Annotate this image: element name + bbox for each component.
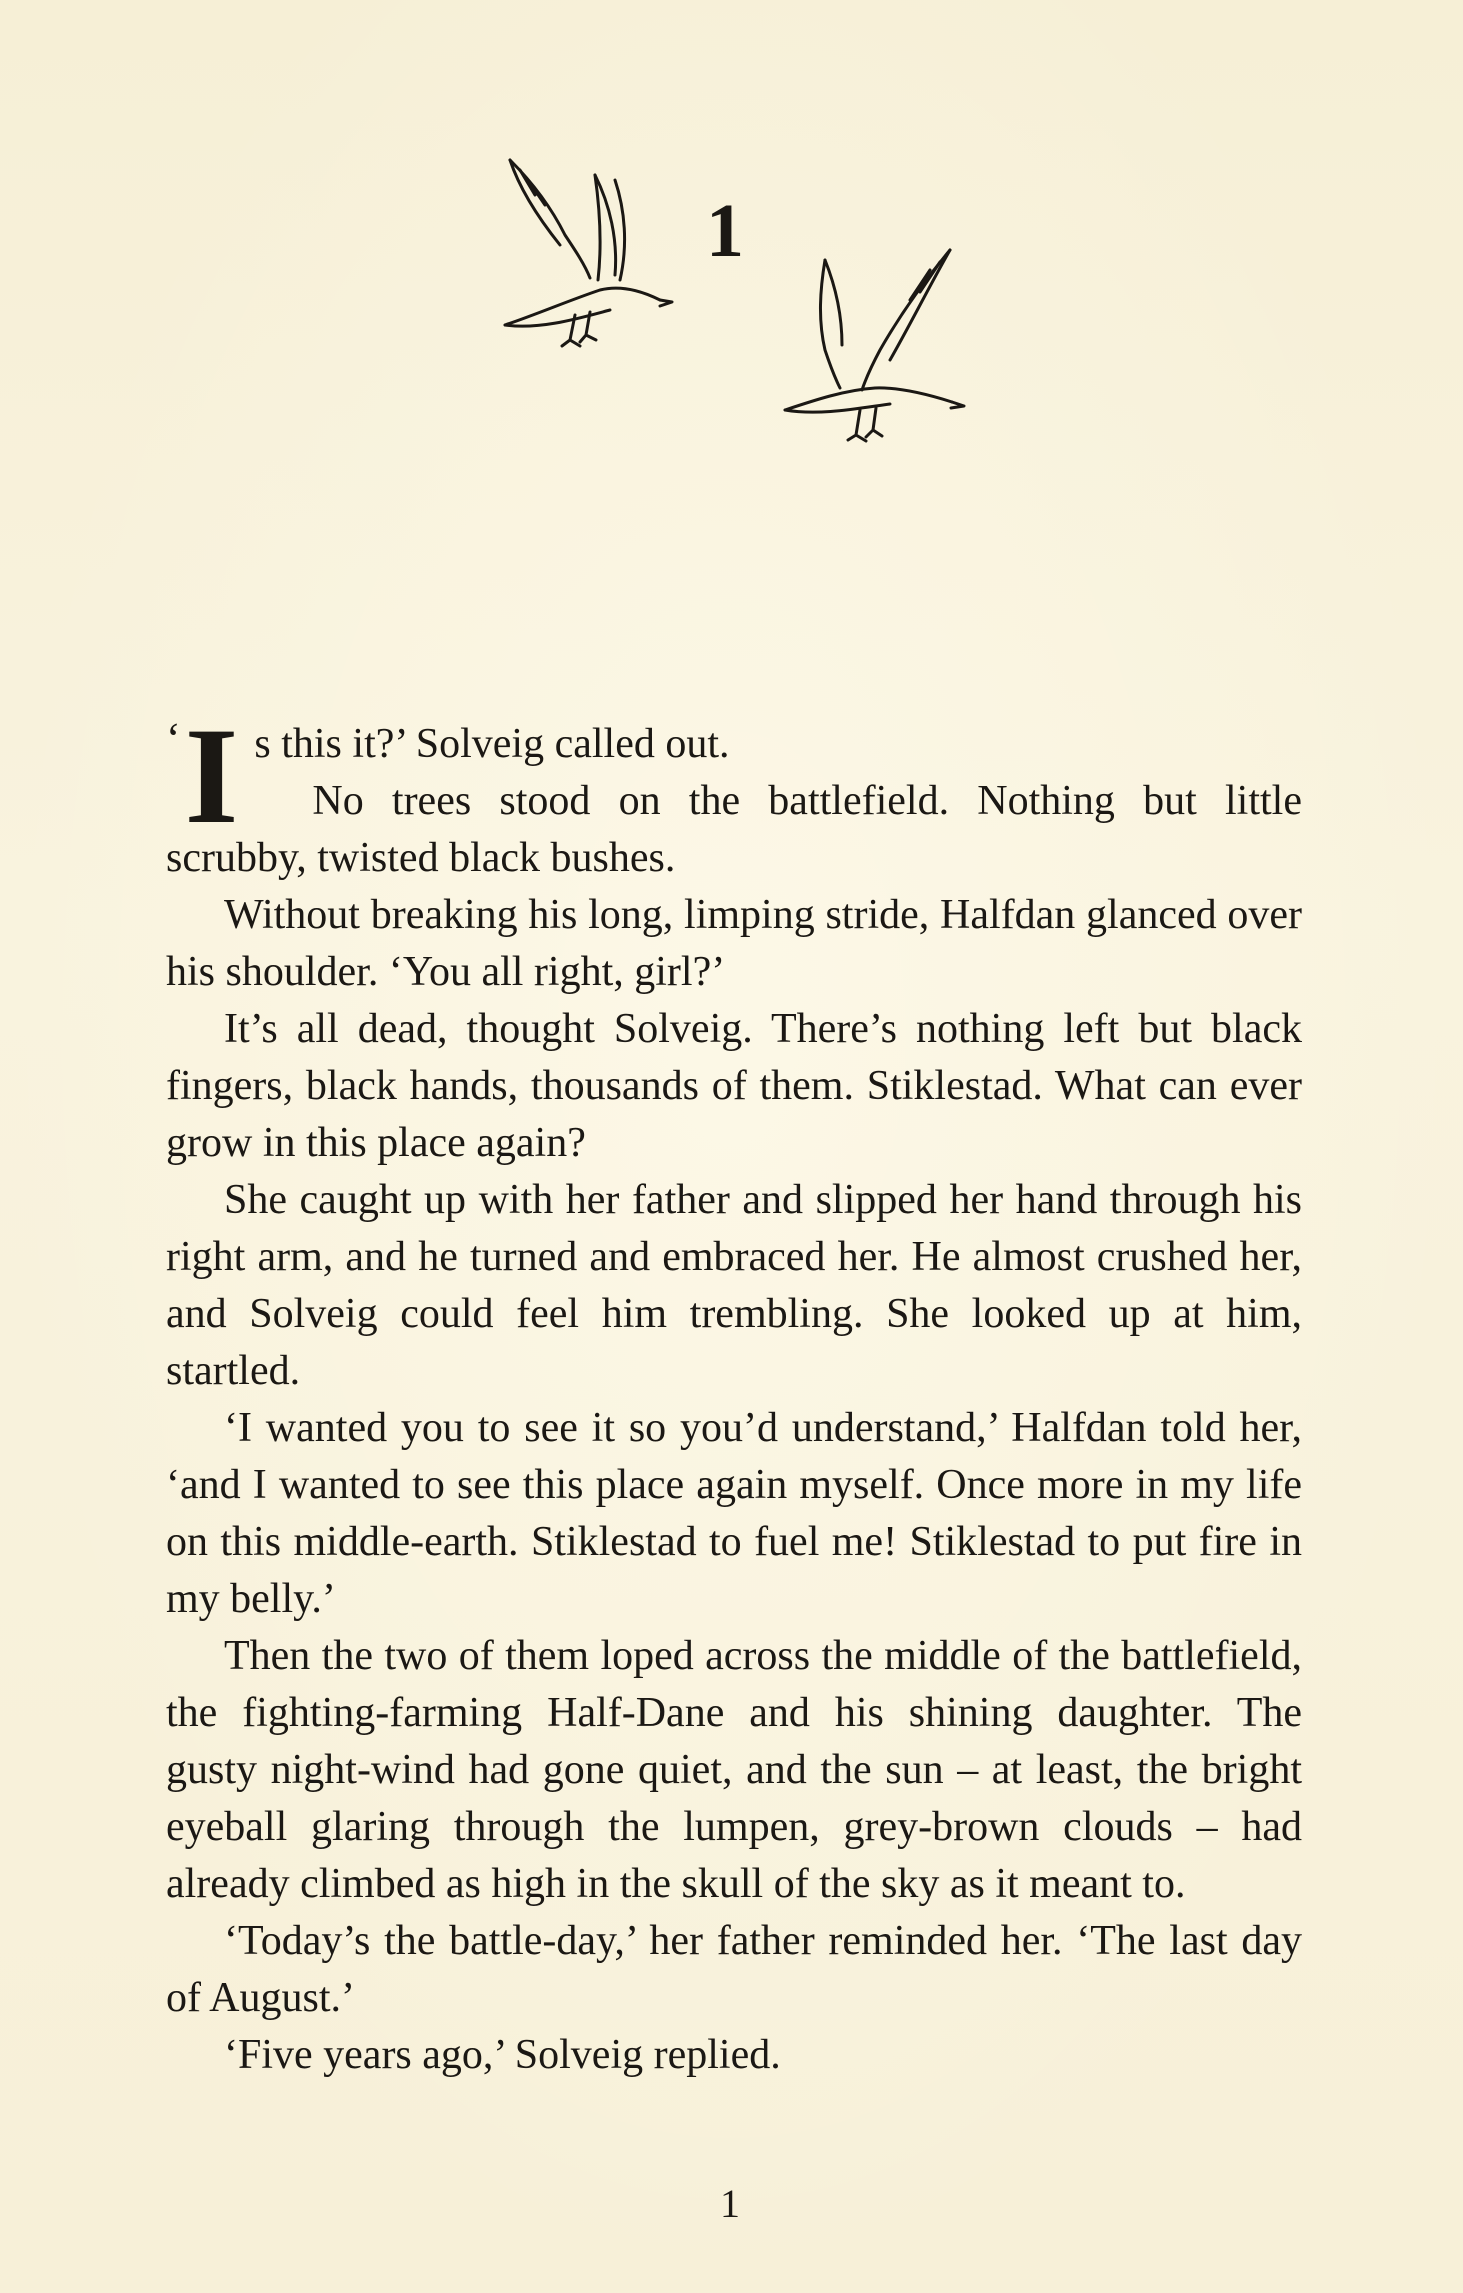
seagull-icon <box>490 150 680 370</box>
paragraph: Then the two of them loped across the middle of the battlefield, the fighting-farming Half-Dane and his shining daughter. The gusty night-wind had gone quiet, and the sun – at least, the bright eyeball glaring through the lumpen, grey-brown clouds – had already climbed as high in the skull of the sky as it meant to. <box>166 1633 1302 1907</box>
opening-quote-mark: ‘ <box>166 714 181 763</box>
paragraph: ‘I wanted you to see it so you’d understand,’ Halfdan told her, ‘and I wanted to see this place again myself. Once more in my life on this middle-earth. Stiklestad to fuel me! Stiklestad to put fire in my belly.’ <box>166 1405 1302 1622</box>
paragraph: ‘Today’s the battle-day,’ her father reminded her. ‘The last day of August.’ <box>166 1918 1302 2021</box>
paragraph: No trees stood on the battlefield. Nothing but little scrubby, twisted black bushes. <box>166 778 1302 881</box>
paragraph: She caught up with her father and slipped her hand through his right arm, and he turned and embraced her. He almost crushed her, and Solveig could feel him trembling. She looked up at him, startled. <box>166 1177 1302 1394</box>
page-number: 1 <box>720 2181 740 2226</box>
drop-cap: I <box>184 699 239 852</box>
opening-text: s this it?’ Solveig called out. <box>254 721 730 767</box>
paragraph: ‘Five years ago,’ Solveig replied. <box>224 2032 781 2078</box>
seagull-icon <box>780 240 970 460</box>
chapter-number: 1 <box>706 189 744 273</box>
chapter-body <box>166 699 1302 2084</box>
paragraph: It’s all dead, thought Solveig. There’s nothing left but black fingers, black hands, thousands of them. Stiklestad. What can ever grow in this place again? <box>166 1006 1302 1166</box>
paragraph: Without breaking his long, limping stride, Halfdan glanced over his shoulder. ‘You all right, girl?’ <box>166 892 1302 995</box>
